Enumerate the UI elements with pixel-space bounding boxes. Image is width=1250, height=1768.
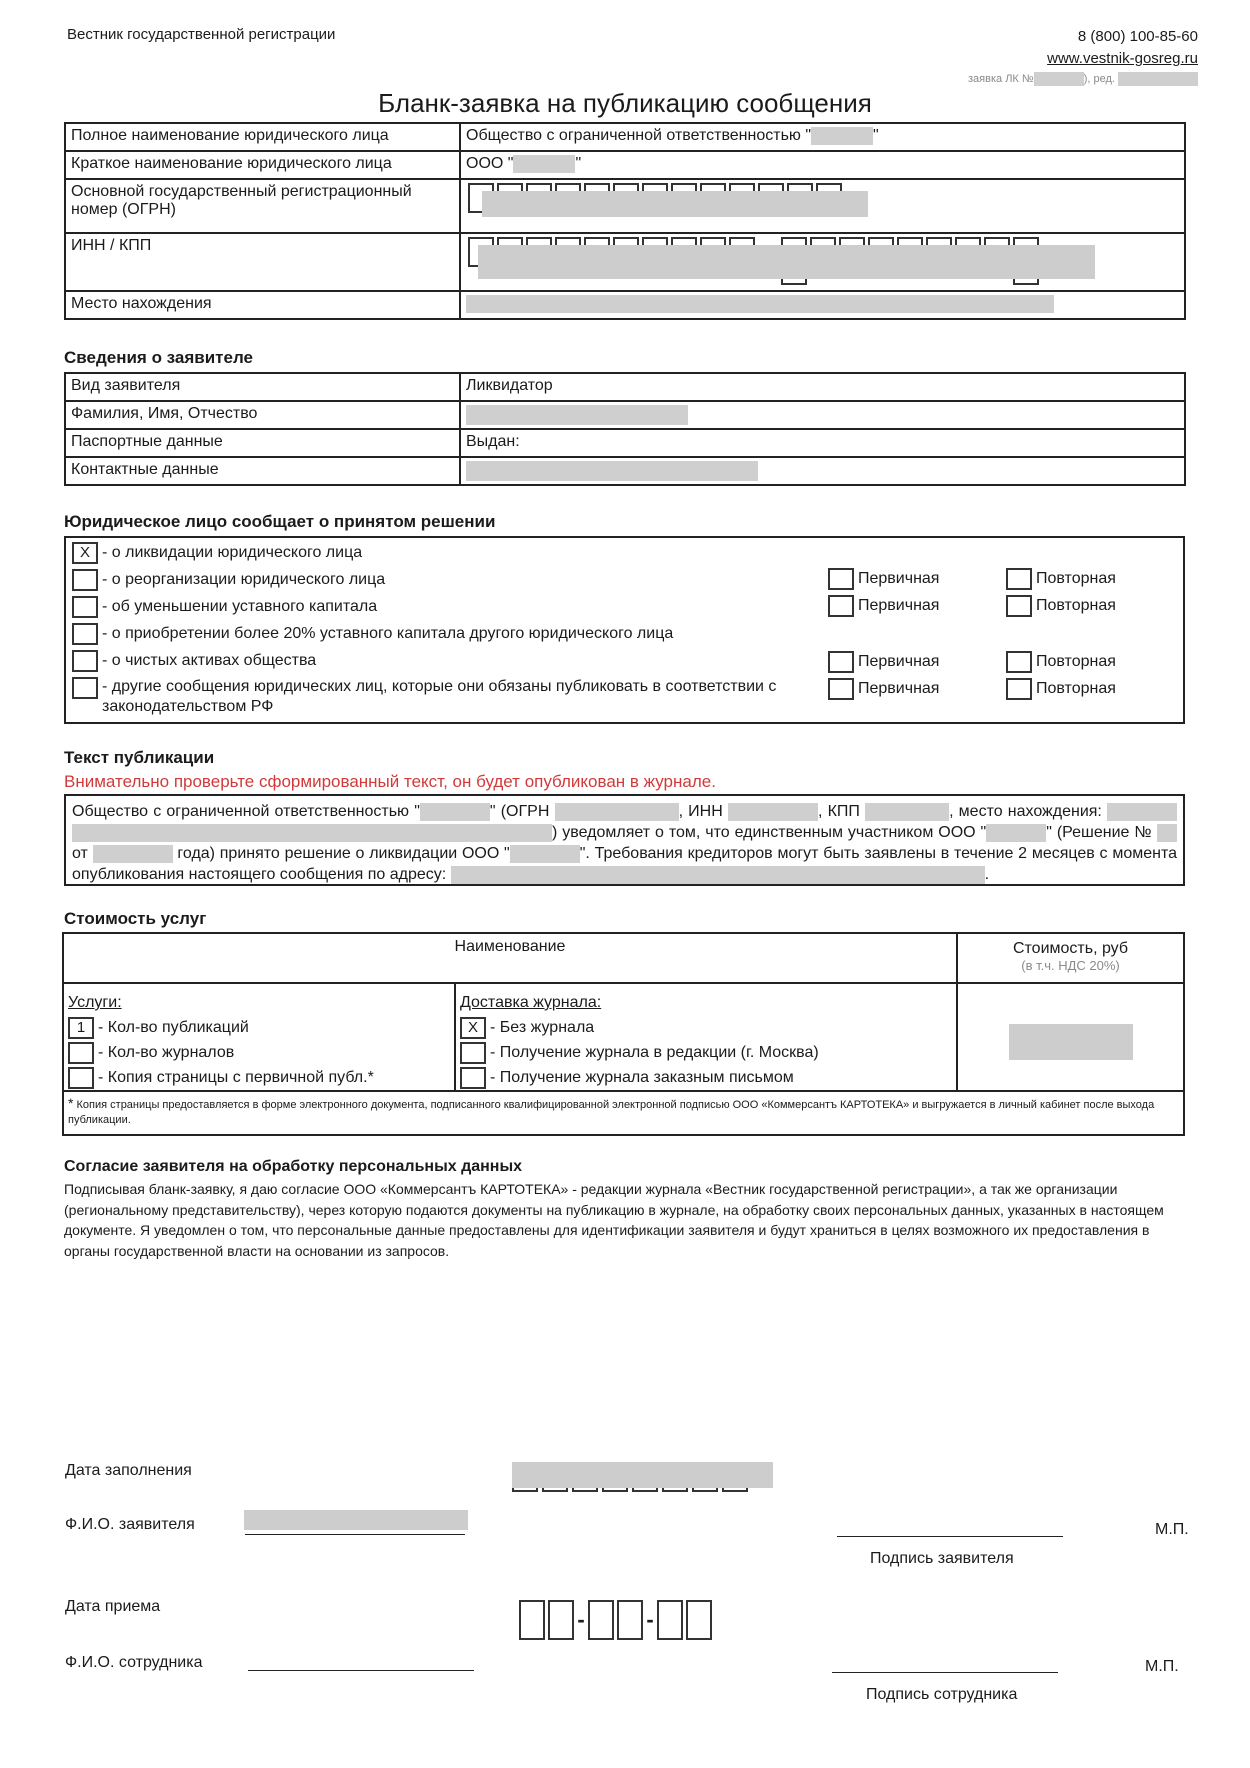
full-name-label: Полное наименование юридического лица — [65, 123, 460, 151]
cost-header-cell — [958, 934, 1183, 984]
checkbox[interactable] — [72, 677, 98, 699]
short-name-label: Краткое наименование юридического лица — [65, 151, 460, 179]
vat-note: (в т.ч. НДС 20%) — [1021, 958, 1120, 973]
reorg-repeat[interactable]: Повторная — [1006, 568, 1116, 590]
checkbox[interactable] — [72, 623, 98, 645]
net-assets-primary[interactable]: Первичная — [828, 651, 939, 673]
service-publications-count[interactable]: 1 - Кол-во публикаций — [68, 1015, 450, 1040]
delivery-title: Доставка журнала: — [460, 994, 602, 1011]
redacted-block — [482, 191, 868, 217]
cost-section-title: Стоимость услуг — [64, 909, 207, 928]
redacted-block — [811, 127, 873, 145]
delivery-office[interactable]: - Получение журнала в редакции (г. Москва) — [460, 1040, 952, 1065]
count-box[interactable]: 1 — [68, 1017, 94, 1039]
receipt-date-label: Дата приема — [65, 1598, 161, 1615]
employee-sign-line[interactable] — [832, 1650, 1058, 1673]
redacted-block — [1009, 1024, 1133, 1060]
contacts-label: Контактные данные — [65, 457, 460, 485]
checkbox[interactable] — [828, 678, 854, 700]
checkbox[interactable] — [460, 1042, 486, 1064]
passport-value: Выдан: — [460, 429, 1185, 457]
redacted-block — [466, 405, 688, 425]
decision-frame — [64, 536, 1185, 724]
request-number: заявка ЛК № ), ред. — [968, 70, 1198, 88]
service-journals-count[interactable]: - Кол-во журналов — [68, 1040, 450, 1065]
checkbox[interactable] — [828, 568, 854, 590]
cost-frame — [62, 932, 1185, 1136]
checkbox[interactable] — [1006, 678, 1032, 700]
receipt-date-field[interactable]: - - — [519, 1600, 712, 1645]
capital-repeat[interactable]: Повторная — [1006, 595, 1116, 617]
applicant-section-title: Сведения о заявителе — [64, 348, 253, 367]
passport-label: Паспортные данные — [65, 429, 460, 457]
capital-primary[interactable]: Первичная — [828, 595, 939, 617]
applicant-type-value: Ликвидатор — [460, 373, 1185, 401]
checkbox[interactable] — [1006, 595, 1032, 617]
redacted-block — [1034, 72, 1084, 86]
decision-item-liquidation[interactable]: X - о ликвидации юридического лица — [72, 542, 362, 564]
checkbox[interactable] — [72, 650, 98, 672]
net-assets-repeat[interactable]: Повторная — [1006, 651, 1116, 673]
decision-item-other[interactable]: - другие сообщения юридических лиц, которые они обязаны публиковать в соответствии с законодательством РФ — [72, 677, 832, 717]
checkbox[interactable] — [1006, 651, 1032, 673]
checkbox[interactable] — [72, 569, 98, 591]
inn-kpp-label: ИНН / КПП — [65, 233, 460, 291]
employee-sign-label: Подпись сотрудника — [866, 1686, 1018, 1703]
checkbox[interactable] — [828, 651, 854, 673]
checkbox[interactable] — [460, 1067, 486, 1089]
employee-fio-line[interactable] — [248, 1648, 474, 1671]
checkbox[interactable]: X — [72, 542, 98, 564]
ogrn-value[interactable] — [460, 179, 1185, 233]
phone: 8 (800) 100-85-60 — [1077, 28, 1198, 45]
applicant-sign-label: Подпись заявителя — [870, 1550, 1014, 1567]
checkbox[interactable] — [1006, 568, 1032, 590]
decision-item-net-assets[interactable]: - о чистых активах общества — [72, 650, 316, 672]
employee-fio-label: Ф.И.О. сотрудника — [65, 1654, 203, 1671]
location-label: Место нахождения — [65, 291, 460, 319]
redacted-block — [466, 461, 758, 481]
publication-text: Общество с ограниченной ответственностью " " (ОГРН , ИНН , КПП , место нахождения: ) уведомляет о том, что единственным участником ООО " " (Решение № от года) принято решение о ликвидации ООО " ". Требования кредиторов могут быть заявлены в течение 2 месяцев с момента опубликования настоящего сообщения по адресу: . — [64, 794, 1185, 886]
location-value — [460, 291, 1185, 319]
applicant-fio-label: Ф.И.О. заявителя — [65, 1516, 195, 1533]
fill-date-label: Дата заполнения — [65, 1462, 192, 1479]
stamp-place-1: М.П. — [1155, 1521, 1189, 1538]
service-page-copy[interactable]: - Копия страницы с первичной публ.* — [68, 1065, 450, 1090]
fio-label: Фамилия, Имя, Отчество — [65, 401, 460, 429]
page-title: Бланк-заявка на публикацию сообщения — [378, 88, 872, 118]
applicant-sign-line[interactable] — [837, 1512, 1063, 1537]
consent-text: Подписывая бланк-заявку, я даю согласие ООО «Коммерсантъ КАРТОТЕКА» - редакции журнала «Вестник государственной регистрации», а так же организации (региональному представительству), через которую подаются документы на публикацию в журнале, на обработку своих персональных данных, указанных в настоящем документе. Я уведомлен о том, что персональные данные предоставлены для идентификации заявителя и будут храниться в целях возможного их предоставления в органы государственной власти на основании из запросов. — [64, 1181, 1164, 1259]
checkbox[interactable] — [828, 595, 854, 617]
redacted-block — [244, 1510, 468, 1530]
stamp-place-2: М.П. — [1145, 1658, 1179, 1675]
contacts-value — [460, 457, 1185, 485]
decision-item-capital-decrease[interactable]: - об уменьшении уставного капитала — [72, 596, 377, 618]
cost-header: Стоимость, руб — [1012, 940, 1129, 957]
redacted-block — [466, 295, 1054, 313]
decision-item-capital-acquisition[interactable]: - о приобретении более 20% уставного капитала другого юридического лица — [72, 623, 673, 645]
cost-value-cell — [958, 984, 1183, 1092]
decision-section-title: Юридическое лицо сообщает о принятом решении — [64, 512, 496, 531]
delivery-mail[interactable]: - Получение журнала заказным письмом — [460, 1065, 952, 1090]
full-name-value: Общество с ограниченной ответственностью " " — [460, 123, 1185, 151]
checkbox[interactable] — [72, 596, 98, 618]
fill-date-field[interactable] — [512, 1462, 748, 1492]
other-repeat[interactable]: Повторная — [1006, 678, 1116, 700]
publication-section-title: Текст публикации — [64, 748, 215, 767]
count-box[interactable] — [68, 1042, 94, 1064]
applicant-type-label: Вид заявителя — [65, 373, 460, 401]
short-name-value: ООО " " — [460, 151, 1185, 179]
services-cell — [64, 984, 456, 1092]
name-header: Наименование — [64, 934, 958, 984]
other-primary[interactable]: Первичная — [828, 678, 939, 700]
publication-warning: Внимательно проверьте сформированный текст, он будет опубликован в журнале. — [64, 772, 716, 791]
reorg-primary[interactable]: Первичная — [828, 568, 939, 590]
delivery-cell — [456, 984, 958, 1092]
redacted-block — [1118, 72, 1198, 86]
redacted-block — [512, 1462, 773, 1488]
redacted-block — [478, 245, 1095, 279]
website-link[interactable]: www.vestnik-gosreg.ru — [1047, 50, 1198, 67]
consent-title: Согласие заявителя на обработку персональных данных — [64, 1158, 523, 1175]
inn-kpp-value[interactable] — [460, 233, 1185, 291]
entity-table — [64, 122, 1186, 320]
fio-value — [460, 401, 1185, 429]
ogrn-label: Основной государственный регистрационный номер (ОГРН) — [65, 179, 460, 233]
header-contacts — [968, 26, 1198, 88]
redacted-block — [513, 155, 575, 173]
checkbox[interactable]: X — [460, 1017, 486, 1039]
footnote: * Копия страницы предоставляется в форме электронного документа, подписанного квалифицированной электронной подписью ООО «Коммерсантъ КАРТОТЕКА» и выгружается в личный кабинет после выхода публикации. — [68, 1095, 1155, 1126]
decision-item-reorganization[interactable]: - о реорганизации юридического лица — [72, 569, 385, 591]
services-title: Услуги: — [68, 994, 122, 1011]
applicant-table — [64, 372, 1186, 486]
delivery-none[interactable]: X - Без журнала — [460, 1015, 952, 1040]
journal-name: Вестник государственной регистрации — [67, 26, 336, 43]
count-box[interactable] — [68, 1067, 94, 1089]
